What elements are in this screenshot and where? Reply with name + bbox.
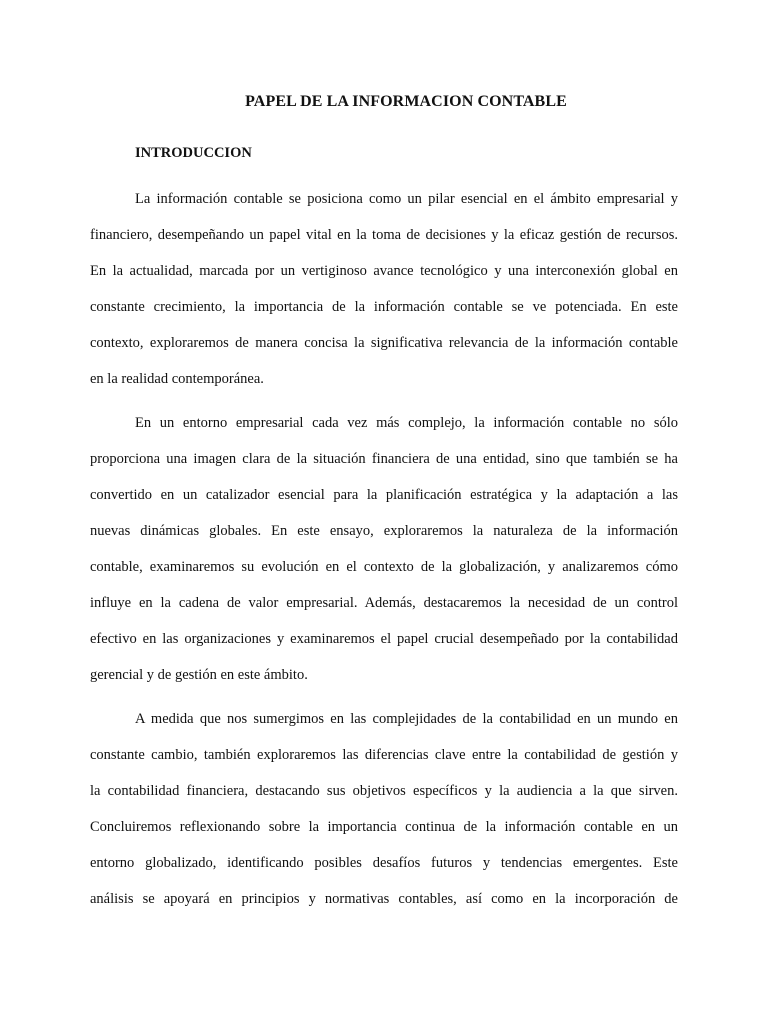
paragraph-line: en la realidad contemporánea. <box>90 371 264 387</box>
paragraph-line: entorno globalizado, identificando posibles desafíos futuros y tendencias emergentes. Este <box>90 855 678 871</box>
paragraph-line: constante crecimiento, la importancia de la información contable se ve potenciada. En este <box>90 299 678 315</box>
paragraph-line: La información contable se posiciona como un pilar esencial en el ámbito empresarial y <box>135 191 678 207</box>
paragraph-line: En la actualidad, marcada por un vertiginoso avance tecnológico y una interconexión global en <box>90 263 678 279</box>
paragraph-line: gerencial y de gestión en este ámbito. <box>90 667 308 683</box>
paragraph-line: proporciona una imagen clara de la situación financiera de una entidad, sino que también se ha <box>90 451 678 467</box>
paragraph-line: nuevas dinámicas globales. En este ensayo, exploraremos la naturaleza de la información <box>90 523 678 539</box>
paragraph-line: efectivo en las organizaciones y examinaremos el papel crucial desempeñado por la contabilidad <box>90 631 678 647</box>
paragraph-line: análisis se apoyará en principios y normativas contables, así como en la incorporación de <box>90 891 678 907</box>
paragraph-line: convertido en un catalizador esencial para la planificación estratégica y la adaptación a las <box>90 487 678 503</box>
paragraph-2 <box>90 405 678 693</box>
paragraph-line: influye en la cadena de valor empresarial. Además, destacaremos la necesidad de un control <box>90 595 678 611</box>
paragraph-line: financiero, desempeñando un papel vital en la toma de decisiones y la eficaz gestión de recursos. <box>90 227 678 243</box>
paragraph-line: contable, examinaremos su evolución en el contexto de la globalización, y analizaremos cómo <box>90 559 678 575</box>
page-title: PAPEL DE LA INFORMACION CONTABLE <box>245 93 567 110</box>
paragraph-3 <box>90 701 678 917</box>
paragraph-line: la contabilidad financiera, destacando sus objetivos específicos y la audiencia a la que sirven. <box>90 783 678 799</box>
paragraph-line: constante cambio, también exploraremos las diferencias clave entre la contabilidad de gestión y <box>90 747 678 763</box>
paragraph-line: Concluiremos reflexionando sobre la importancia continua de la información contable en un <box>90 819 678 835</box>
section-heading: INTRODUCCION <box>135 145 252 161</box>
paragraph-line: En un entorno empresarial cada vez más complejo, la información contable no sólo <box>135 415 678 431</box>
paragraph-line: A medida que nos sumergimos en las complejidades de la contabilidad en un mundo en <box>135 711 678 727</box>
paragraph-1 <box>90 181 678 397</box>
paragraph-line: contexto, exploraremos de manera concisa la significativa relevancia de la información contable <box>90 335 678 351</box>
